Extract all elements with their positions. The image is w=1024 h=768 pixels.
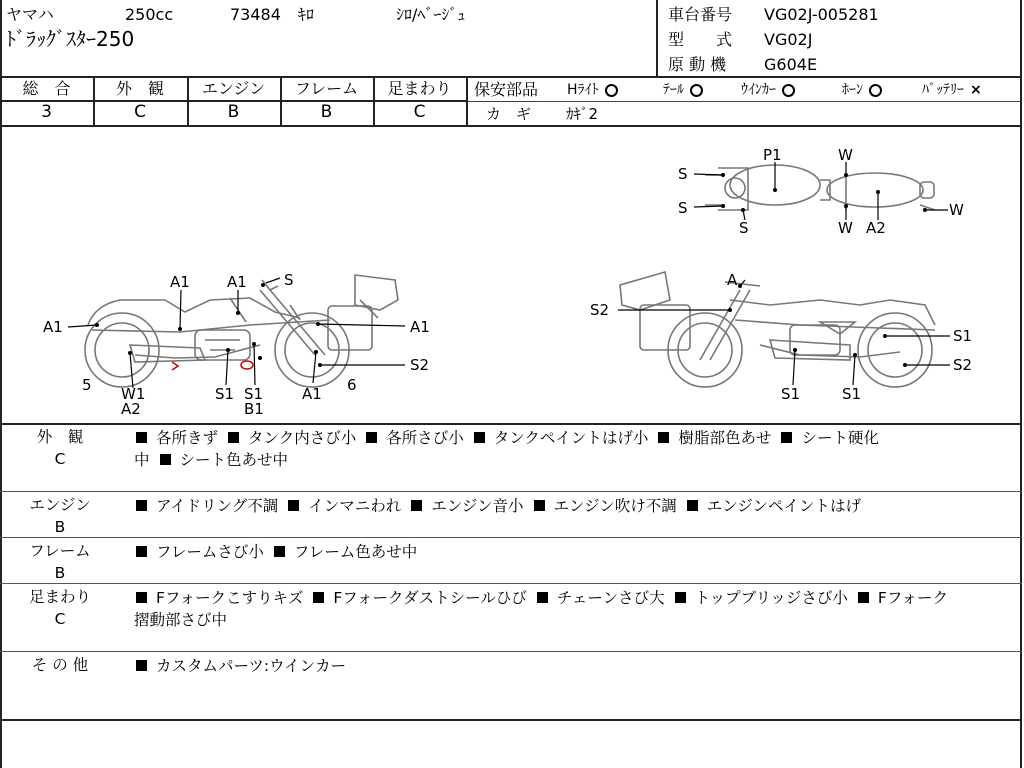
safety-tail-label: ﾃｰﾙ [663,82,684,98]
diagram-label: S [739,219,749,237]
safety-battery [922,80,982,100]
note-item: 樹脂部色あせ [678,429,772,447]
score-value-total: 3 [41,102,52,122]
safety-headlight [567,80,618,100]
diagram-label: A1 [227,273,247,291]
divider-note-1 [0,491,1022,492]
diagram-label: S2 [953,356,973,374]
maker-name: ヤマハ [6,5,54,24]
bullet-square-icon [288,500,299,511]
bullet-square-icon [136,592,147,603]
safety-tail [663,80,703,100]
divider-note-4 [0,651,1022,652]
note-grade: B [54,518,66,536]
diagram-label: A1 [302,385,322,403]
diagram-label: S [678,165,688,183]
frame-right [1020,0,1022,768]
model-type-label: 型 式 [668,30,733,49]
diagram-label: 5 [82,376,92,394]
note-item: フレームさび小 [156,543,264,561]
bullet-square-icon [313,592,324,603]
note-item: エンジン音小 [431,497,524,515]
note-item: エンジンペイントはげ [706,497,862,515]
bullet-square-icon [858,592,869,603]
diagram-label: W [838,219,853,237]
model-name: ﾄﾞﾗｯｸﾞｽﾀｰ250 [6,27,135,51]
score-label-exterior: 外 観 [115,79,164,98]
bullet-square-icon [274,546,285,557]
diagram-label: S1 [953,327,973,345]
score-label-suspension: 足まわり [387,79,452,98]
note-item: Fフォークこすりキズ [156,589,304,607]
note-item: アイドリング不調 [156,497,279,515]
diagram-label: B1 [244,400,264,418]
bullet-square-icon [228,432,239,443]
score-label-total: 総 合 [22,79,71,98]
note-grade: C [54,610,66,628]
note-title: 外 観 [36,428,84,446]
diagram-label: P1 [763,146,782,164]
score-value-engine: B [227,102,240,122]
diagram-label: A [727,271,738,289]
safety-headlight-label: Hﾗｲﾄ [567,82,599,98]
diagram-label: S2 [590,301,610,319]
frame-no: VG02J-005281 [764,5,879,24]
color: ｼﾛ/ﾍﾞｰｼﾞｭ [396,5,466,24]
note-title: エンジン [29,496,91,514]
mileage: 73484 [230,5,281,24]
diagram-label: A1 [410,318,430,336]
diagram-label: A1 [170,273,190,291]
note-title: 足まわり [28,588,91,606]
note-grade: C [54,450,66,468]
note-item: タンクペイントはげ小 [493,429,649,447]
note-item: エンジン吹け不調 [553,497,677,515]
bullet-square-icon [160,454,171,465]
note-title: フレーム [29,542,91,560]
ok-circle-icon [605,84,618,97]
note-item: フレーム色あせ中 [293,543,418,561]
divider-note-5 [0,719,1022,721]
diagram-label: S [678,199,688,217]
safety-horn-label: ﾎｰﾝ [842,82,863,98]
note-body [134,587,1014,631]
note-item-continued: 中 [134,451,150,469]
engine-no: G604E [764,55,818,74]
score-label-engine: エンジン [201,79,266,98]
frame-no-label: 車台番号 [668,5,733,24]
note-item: シート色あせ中 [179,451,289,469]
bullet-square-icon [658,432,669,443]
divider-header-right [656,0,658,77]
model-type: VG02J [764,30,813,49]
safety-winker [741,80,795,100]
diagram-label: S1 [781,385,801,403]
note-title: そ の 他 [31,656,89,674]
note-item: チェーンさび大 [556,589,665,607]
battery-ng-mark: × [970,82,982,98]
diagram-label: S2 [410,356,430,374]
note-item: Fフォークダストシールひび [333,589,527,607]
note-item: インマニわれ [308,497,402,515]
note-body [134,541,1014,563]
displacement: 250cc [125,5,174,24]
mileage-unit: ｷﾛ [298,5,315,24]
safety-winker-label: ｳｲﾝｶｰ [741,82,776,98]
bullet-square-icon [411,500,422,511]
motorcycle-damage-diagram [0,127,1020,423]
score-value-suspension: C [413,102,426,122]
bullet-square-icon [687,500,698,511]
ok-circle-icon [869,84,882,97]
note-item-continued: 摺動部さび中 [134,611,228,629]
note-body [134,655,1014,677]
key-value: ｶｷﾞ2 [566,105,599,123]
divider-note-2 [0,537,1022,538]
diagram-label: A2 [866,219,886,237]
diagram-label: W [949,201,964,219]
note-item: カスタムパーツ:ウインカー [156,657,347,675]
safety-horn [842,80,882,100]
key-label: カ ギ [486,105,532,123]
engine-label: 原 動 機 [668,55,727,74]
note-body [134,495,1014,517]
diagram-label: S [284,271,294,289]
diagram-label: 6 [347,376,357,394]
safety-label: 保安部品 [474,80,539,99]
diagram-label: A1 [43,318,63,336]
diagram-label: S1 [842,385,862,403]
divider-diagram-bottom [0,423,1022,425]
diagram-label: S1 [215,385,235,403]
bullet-square-icon [136,660,147,671]
diagram-label: A2 [121,400,141,418]
bullet-square-icon [781,432,792,443]
bullet-square-icon [675,592,686,603]
note-item: シート硬化 [801,429,879,447]
diagram-label: W1 [121,385,146,403]
note-body [134,427,1014,471]
note-item: タンク内さび小 [248,429,357,447]
score-value-exterior: C [134,102,146,122]
divider-header [0,76,1022,78]
note-item: トップブリッジさび小 [694,589,848,607]
note-item: 各所さび小 [386,429,464,447]
ok-circle-icon [690,84,703,97]
bullet-square-icon [136,546,147,557]
bullet-square-icon [136,432,147,443]
score-label-frame: フレーム [294,79,359,98]
note-item: 各所きず [156,429,219,447]
bullet-square-icon [474,432,485,443]
bullet-square-icon [534,500,545,511]
diagram-label: W [838,146,853,164]
ok-circle-icon [782,84,795,97]
note-item: Fフォーク [877,589,949,607]
divider-score-5 [466,77,468,126]
safety-battery-label: ﾊﾞｯﾃﾘｰ [922,82,964,98]
note-grade: B [54,564,66,582]
divider-safety-mid [468,101,1022,102]
diagram-label: S1 [244,385,264,403]
divider-note-3 [0,583,1022,584]
score-value-frame: B [320,102,333,122]
bullet-square-icon [537,592,548,603]
bullet-square-icon [366,432,377,443]
bullet-square-icon [136,500,147,511]
